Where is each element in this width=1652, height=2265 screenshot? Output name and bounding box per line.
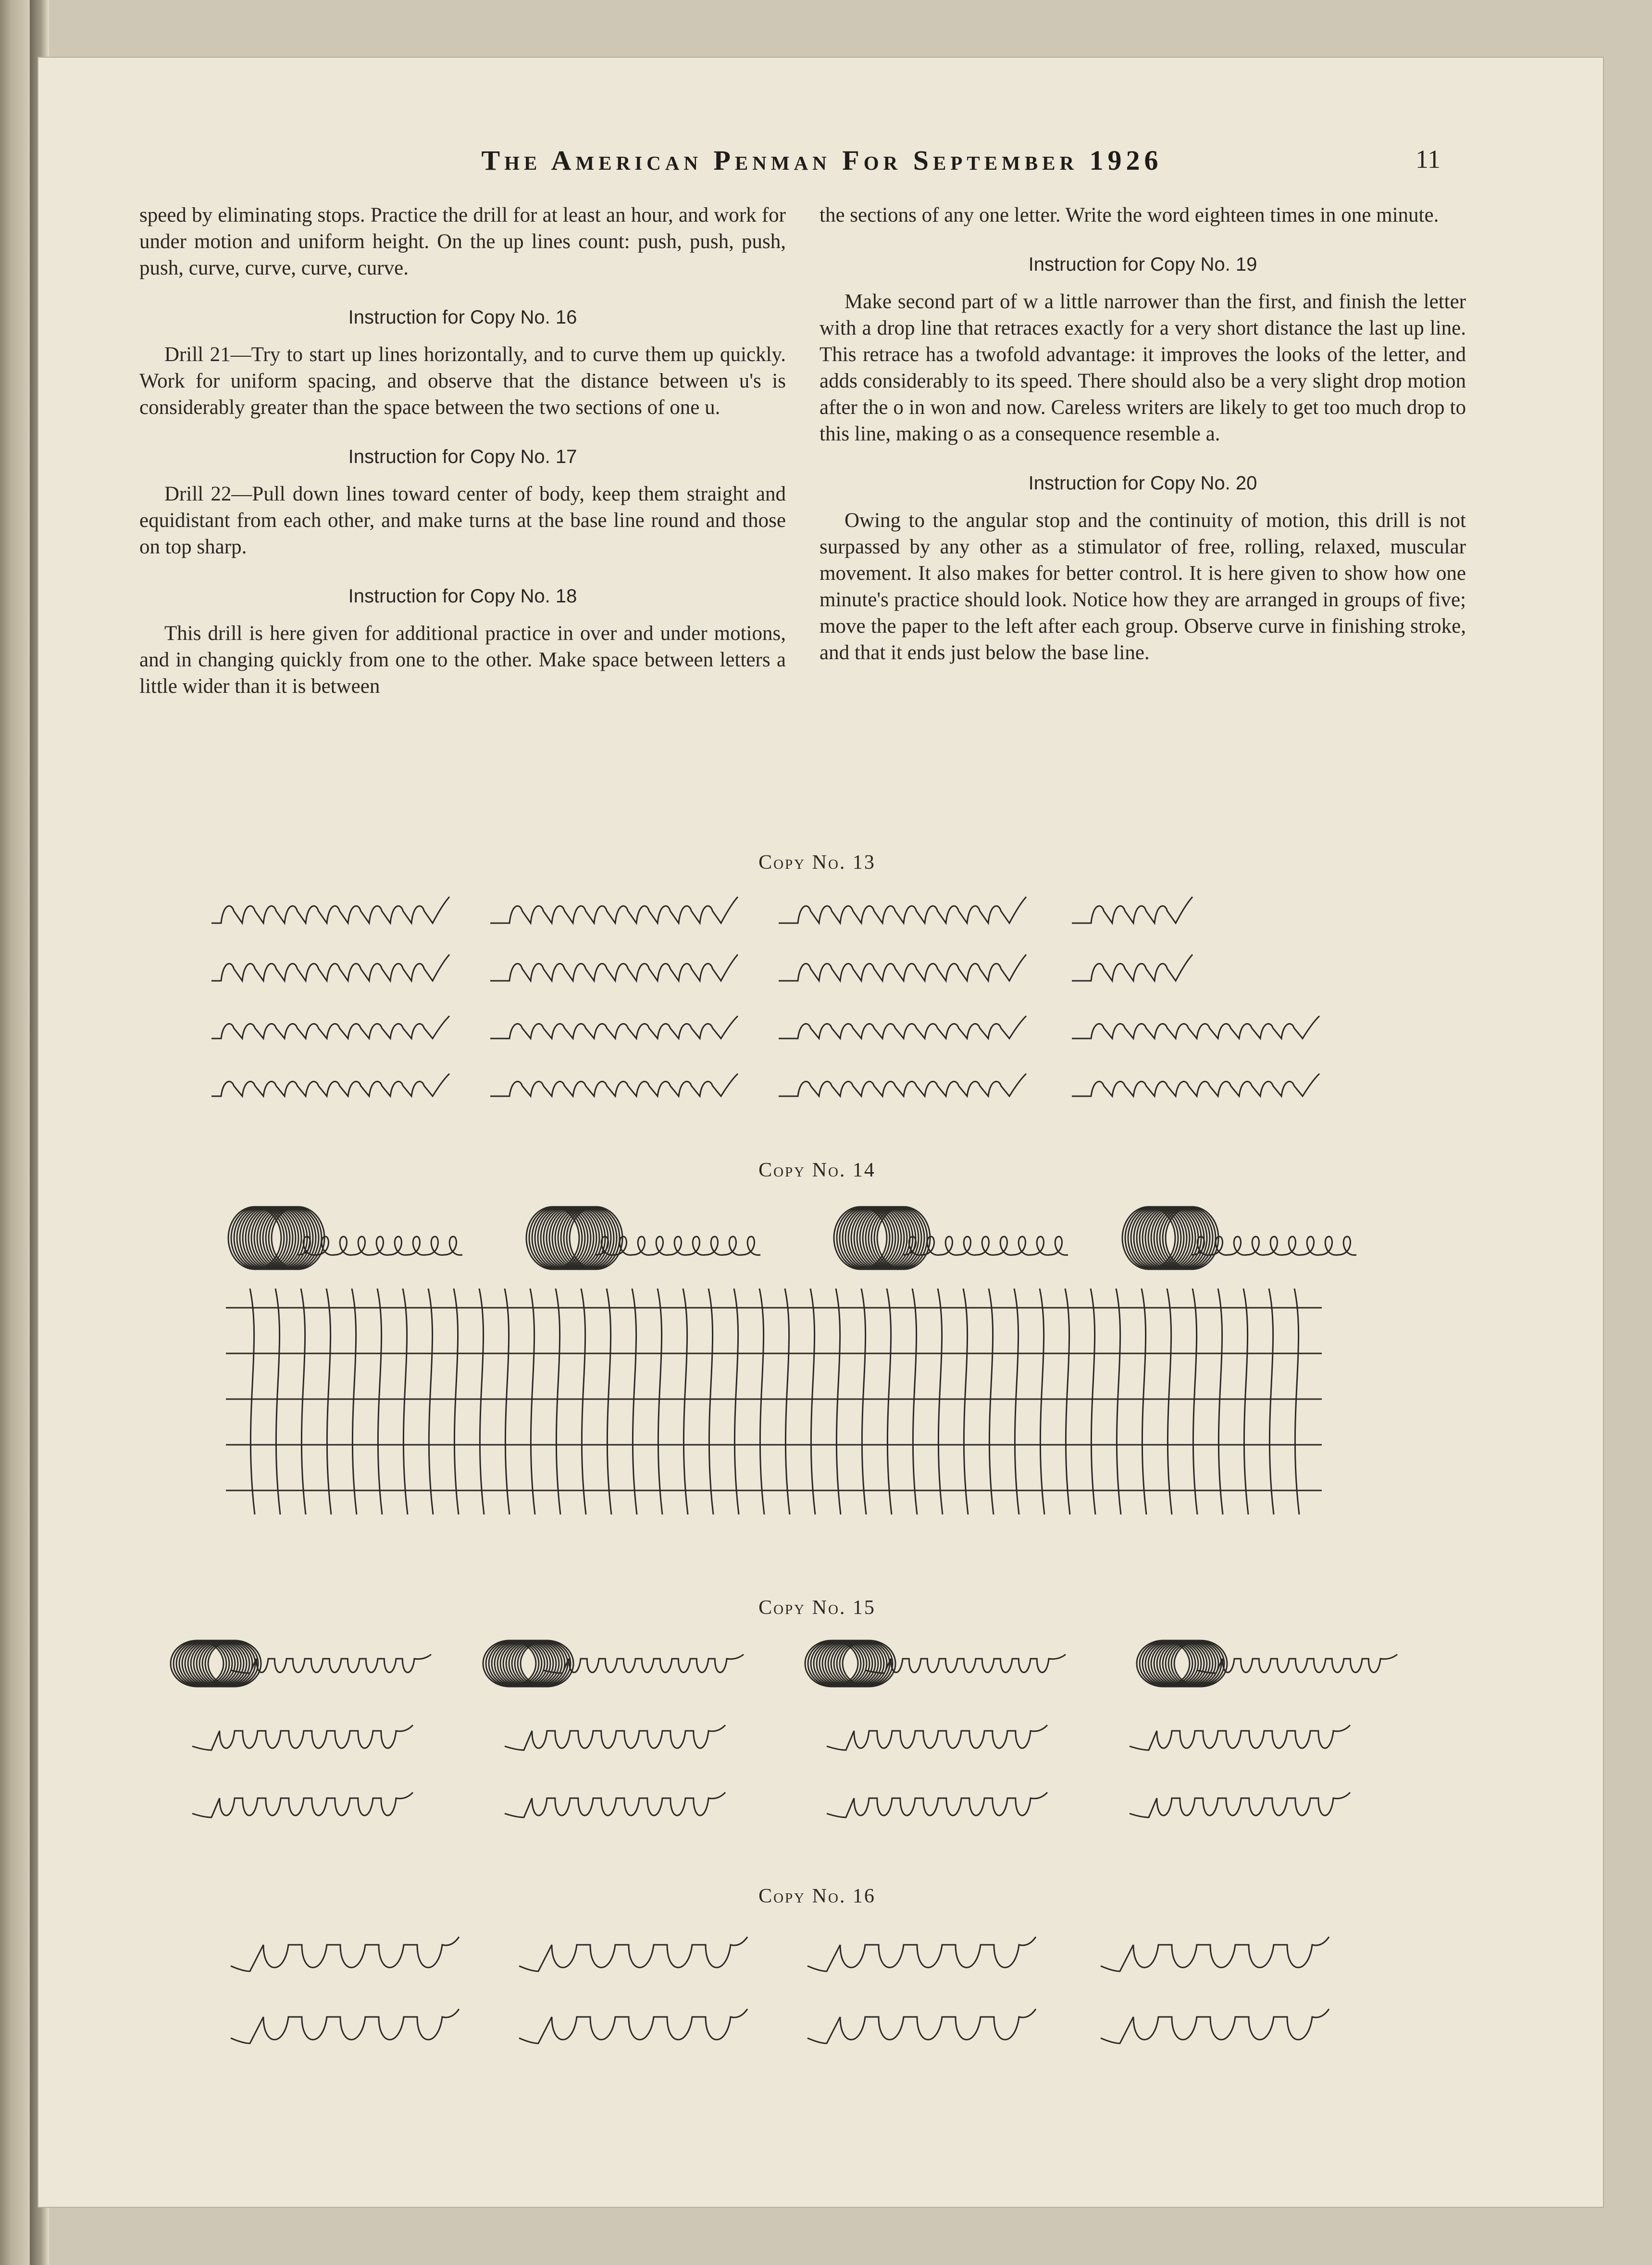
handwritten-letter-group: [211, 897, 449, 923]
downstroke: [989, 1289, 994, 1514]
copy-13-title: Copy No. 13: [758, 851, 876, 874]
handwritten-letter-group: [490, 1016, 738, 1039]
paragraph: the sections of any one letter. Write the word eighteen times in one minute.: [820, 204, 1439, 226]
downstroke: [530, 1289, 535, 1514]
downstroke: [887, 1289, 892, 1514]
facing-page-edge: [0, 0, 34, 2265]
handwritten-letter-group: [779, 1074, 1026, 1096]
downstroke: [1091, 1289, 1095, 1514]
e-loop-series: [1192, 1237, 1356, 1255]
right-column: [820, 202, 1466, 666]
downstroke: [352, 1289, 357, 1514]
section-heading: Instruction for Copy No. 17: [348, 446, 577, 467]
downstroke: [938, 1289, 943, 1514]
copy-15-title: Copy No. 15: [758, 1597, 876, 1619]
paragraph: Drill 22—Pull down lines toward center of body, keep them straight and equidistant from each other, and make turns at the base line round and those on top sharp.: [139, 483, 786, 558]
copy-16-title: Copy No. 16: [758, 1885, 876, 1907]
downstroke: [785, 1289, 790, 1514]
handwritten-letter-group: [192, 1725, 413, 1750]
paragraph: Drill 21—Try to start up lines horizontally, and to curve them up quickly. Work for uniform spacing, and observe that the distance between u's is considerably greater than the space between the two sections of one u.: [139, 343, 786, 419]
downstroke: [1218, 1289, 1223, 1514]
downstroke: [556, 1289, 560, 1514]
downstroke: [734, 1289, 739, 1514]
e-loop-series: [904, 1237, 1068, 1255]
downstroke: [581, 1289, 586, 1514]
downstroke: [683, 1289, 688, 1514]
downstroke: [250, 1289, 255, 1514]
page-number: 11: [1416, 145, 1441, 174]
handwritten-letter-group: [779, 954, 1026, 981]
paragraph: This drill is here given for additional practice in over and under motions, and in changing quickly from one to the other. Make space between letters a little wider than it is between: [139, 622, 786, 698]
downstroke: [759, 1289, 764, 1514]
downstroke: [1142, 1289, 1146, 1514]
paragraph: speed by eliminating stops. Practice the drill for at least an hour, and work for under motion and uniform height. On the up lines count: push, push, push, push, curve, curve, curve, curve.: [139, 204, 786, 279]
handwritten-letter-group: [1072, 897, 1192, 923]
downstroke: [403, 1289, 408, 1514]
downstroke: [836, 1289, 841, 1514]
downstroke: [1014, 1289, 1019, 1514]
paragraph: Owing to the angular stop and the continuity of motion, this drill is not surpassed by any other as a stimulator of free, rolling, relaxed, muscular movement. It also makes for better control. It is here given to show how one minute's practice should look. Notice how they are arranged in groups of five; move the paper to the left after each group. Observe curve in finishing stroke, and that it ends just below the base line.: [820, 509, 1466, 664]
e-loop-series: [298, 1237, 462, 1255]
copy-14-push-pull-drill: [226, 1289, 1404, 1519]
copy-13-script-drill: [211, 885, 1413, 1115]
downstroke: [632, 1289, 637, 1514]
downstroke: [301, 1289, 306, 1514]
handwritten-letter-group: [211, 954, 449, 981]
handwritten-letter-group: [505, 1725, 725, 1750]
handwritten-letter-group: [827, 1725, 1047, 1750]
downstroke: [963, 1289, 968, 1514]
copy-16-script-drill: [211, 1928, 1413, 2072]
paragraph: Make second part of w a little narrower than the first, and finish the letter with a drop line that retraces exactly for a very short distance the last up line. This retrace has a twofold advantage: it improves the looks of the letter, and adds considerably to its speed. There should also be a very slight drop motion after the o in won and now. Careless writers are likely to get too much drop to this line, making o as a consequence resemble a.: [820, 290, 1466, 445]
section-heading: Instruction for Copy No. 19: [1028, 254, 1257, 275]
handwritten-letter-group: [1130, 1792, 1350, 1817]
handwritten-letter-group: [192, 1792, 413, 1817]
handwritten-letter-group: [231, 2009, 459, 2044]
e-loop-series: [596, 1237, 760, 1255]
section-heading: Instruction for Copy No. 20: [1028, 473, 1257, 494]
running-head: The American Penman For September 1926: [481, 145, 1163, 176]
downstroke: [479, 1289, 484, 1514]
downstroke: [861, 1289, 866, 1514]
handwritten-letter-group: [490, 954, 738, 981]
downstroke: [1269, 1289, 1274, 1514]
downstroke: [454, 1289, 459, 1514]
downstroke: [1167, 1289, 1172, 1514]
downstroke: [810, 1289, 815, 1514]
copy-15-script-drill: [168, 1635, 1456, 1846]
handwritten-letter-group: [490, 1074, 738, 1096]
downstroke: [326, 1289, 331, 1514]
handwritten-letter-group: [1101, 1937, 1329, 1972]
downstroke: [428, 1289, 433, 1514]
handwritten-letter-group: [1072, 1074, 1319, 1096]
handwritten-letter-group: [505, 1792, 725, 1817]
copy-14-title: Copy No. 14: [758, 1159, 876, 1181]
handwritten-letter-group: [1130, 1725, 1350, 1750]
handwritten-letter-group: [519, 2009, 747, 2044]
handwritten-letter-group: [231, 1937, 459, 1972]
downstroke: [1243, 1289, 1248, 1514]
downstroke: [505, 1289, 509, 1514]
handwritten-letter-group: [1101, 2009, 1329, 2044]
downstroke: [658, 1289, 662, 1514]
handwritten-letter-group: [1072, 954, 1192, 981]
downstroke: [912, 1289, 917, 1514]
handwritten-letter-group: [490, 897, 738, 923]
downstroke: [1294, 1289, 1299, 1514]
downstroke: [1116, 1289, 1121, 1514]
handwritten-letter-group: [519, 1937, 747, 1972]
handwritten-letter-group: [1072, 1016, 1319, 1039]
downstroke: [275, 1289, 280, 1514]
section-heading: Instruction for Copy No. 18: [348, 586, 577, 607]
handwritten-letter-group: [807, 1937, 1036, 1972]
downstroke: [377, 1289, 382, 1514]
downstroke: [708, 1289, 713, 1514]
handwritten-letter-group: [807, 2009, 1036, 2044]
downstroke: [1040, 1289, 1044, 1514]
handwritten-letter-group: [827, 1792, 1047, 1817]
handwritten-letter-group: [779, 1016, 1026, 1039]
handwritten-letter-group: [211, 1016, 449, 1039]
left-column: [139, 202, 786, 700]
handwritten-letter-group: [211, 1074, 449, 1096]
downstroke: [607, 1289, 611, 1514]
downstroke: [1192, 1289, 1197, 1514]
downstroke: [1065, 1289, 1070, 1514]
handwritten-letter-group: [779, 897, 1026, 923]
copy-14-oval-drill: [226, 1197, 1404, 1274]
section-heading: Instruction for Copy No. 16: [348, 307, 577, 328]
